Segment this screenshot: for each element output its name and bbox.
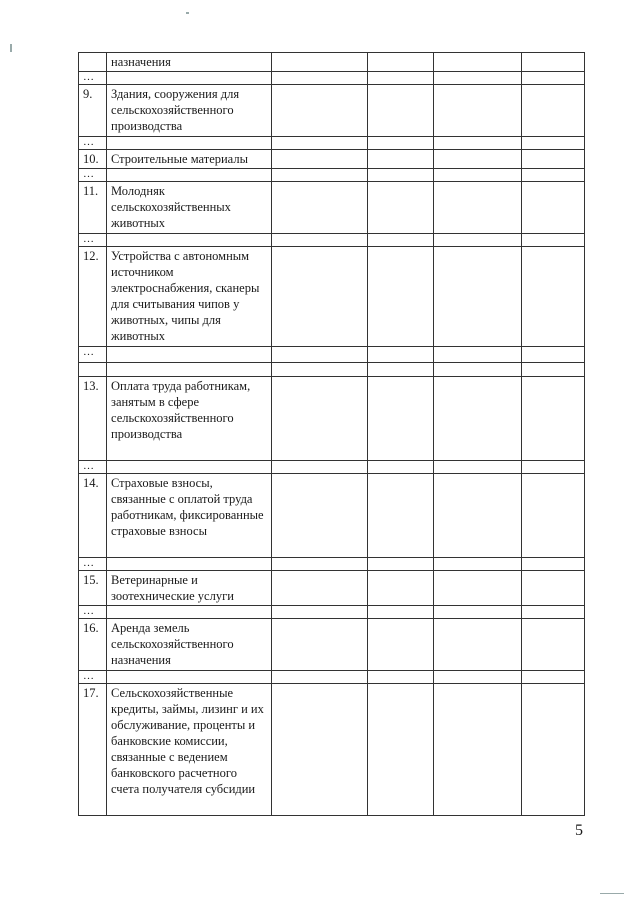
row-number-cell: … [79, 72, 107, 85]
scan-speck [186, 12, 189, 14]
empty-value-cell [272, 671, 368, 684]
empty-value-cell [368, 150, 434, 169]
row-number-cell [79, 363, 107, 377]
empty-value-cell [368, 619, 434, 671]
empty-value-cell [368, 247, 434, 347]
row-name-cell: Оплата труда работникам, занятым в сфере сельскохозяйственного производства [107, 377, 272, 461]
row-number-cell: 17. [79, 684, 107, 816]
empty-value-cell [368, 137, 434, 150]
row-name-cell: назначения [107, 53, 272, 72]
empty-value-cell [434, 606, 522, 619]
empty-value-cell [434, 182, 522, 234]
empty-value-cell [368, 606, 434, 619]
empty-value-cell [434, 247, 522, 347]
empty-value-cell [272, 137, 368, 150]
empty-value-cell [522, 72, 585, 85]
table-row [79, 474, 585, 558]
row-number-cell: 15. [79, 571, 107, 606]
empty-value-cell [434, 684, 522, 816]
table-row [79, 671, 585, 684]
empty-value-cell [434, 137, 522, 150]
empty-value-cell [434, 169, 522, 182]
empty-value-cell [434, 474, 522, 558]
empty-value-cell [272, 247, 368, 347]
empty-value-cell [272, 234, 368, 247]
empty-value-cell [522, 606, 585, 619]
empty-value-cell [368, 169, 434, 182]
empty-value-cell [434, 377, 522, 461]
scan-speck [600, 893, 624, 894]
row-name-cell [107, 671, 272, 684]
table-row [79, 85, 585, 137]
empty-value-cell [434, 234, 522, 247]
table-row [79, 571, 585, 606]
empty-value-cell [272, 571, 368, 606]
empty-value-cell [522, 671, 585, 684]
row-number-cell: 9. [79, 85, 107, 137]
empty-value-cell [272, 684, 368, 816]
row-number-cell: … [79, 671, 107, 684]
empty-value-cell [522, 53, 585, 72]
empty-value-cell [522, 684, 585, 816]
empty-value-cell [434, 72, 522, 85]
table-row [79, 53, 585, 72]
empty-value-cell [272, 72, 368, 85]
empty-value-cell [434, 571, 522, 606]
row-name-cell [107, 234, 272, 247]
row-name-cell: Устройства с автономным источником электроснабжения, сканеры для считывания чипов у животных, чипы для животных [107, 247, 272, 347]
empty-value-cell [434, 347, 522, 363]
row-name-cell: Ветеринарные и зоотехнические услуги [107, 571, 272, 606]
empty-value-cell [522, 347, 585, 363]
empty-value-cell [522, 182, 585, 234]
row-name-cell [107, 169, 272, 182]
row-number-cell: … [79, 558, 107, 571]
row-number-cell: 11. [79, 182, 107, 234]
empty-value-cell [522, 169, 585, 182]
row-name-cell: Страховые взносы, связанные с оплатой труда работникам, фиксированные страховые взносы [107, 474, 272, 558]
table-row [79, 619, 585, 671]
empty-value-cell [434, 53, 522, 72]
row-name-cell [107, 461, 272, 474]
row-name-cell [107, 72, 272, 85]
empty-value-cell [272, 347, 368, 363]
empty-value-cell [368, 347, 434, 363]
empty-value-cell [272, 363, 368, 377]
row-number-cell [79, 53, 107, 72]
row-name-cell [107, 606, 272, 619]
table-row [79, 182, 585, 234]
row-number-cell: 13. [79, 377, 107, 461]
table-row [79, 169, 585, 182]
empty-value-cell [368, 363, 434, 377]
empty-value-cell [368, 684, 434, 816]
empty-value-cell [272, 150, 368, 169]
row-number-cell: 12. [79, 247, 107, 347]
table-row [79, 558, 585, 571]
empty-value-cell [368, 377, 434, 461]
empty-value-cell [368, 671, 434, 684]
row-name-cell: Молодняк сельскохозяйственных животных [107, 182, 272, 234]
row-name-cell [107, 347, 272, 363]
empty-value-cell [368, 85, 434, 137]
empty-value-cell [522, 474, 585, 558]
empty-value-cell [272, 619, 368, 671]
empty-value-cell [368, 474, 434, 558]
empty-value-cell [434, 85, 522, 137]
empty-value-cell [434, 671, 522, 684]
empty-value-cell [522, 363, 585, 377]
empty-value-cell [522, 247, 585, 347]
table-row [79, 234, 585, 247]
empty-value-cell [272, 85, 368, 137]
empty-value-cell [434, 619, 522, 671]
empty-value-cell [522, 558, 585, 571]
empty-value-cell [272, 474, 368, 558]
empty-value-cell [522, 619, 585, 671]
empty-value-cell [368, 571, 434, 606]
row-number-cell: 10. [79, 150, 107, 169]
empty-value-cell [368, 182, 434, 234]
table-row [79, 684, 585, 816]
table-row [79, 377, 585, 461]
empty-value-cell [434, 150, 522, 169]
row-number-cell: … [79, 234, 107, 247]
row-name-cell: Аренда земель сельскохозяйственного назначения [107, 619, 272, 671]
page-number: 5 [575, 822, 583, 839]
empty-value-cell [272, 53, 368, 72]
empty-value-cell [522, 150, 585, 169]
empty-value-cell [434, 558, 522, 571]
empty-value-cell [368, 461, 434, 474]
empty-value-cell [272, 182, 368, 234]
empty-value-cell [522, 571, 585, 606]
table-row [79, 606, 585, 619]
row-number-cell: … [79, 137, 107, 150]
table-row [79, 137, 585, 150]
empty-value-cell [368, 234, 434, 247]
table-body [79, 53, 585, 816]
row-name-cell: Строительные материалы [107, 150, 272, 169]
row-name-cell: Здания, сооружения для сельскохозяйственного производства [107, 85, 272, 137]
empty-value-cell [368, 72, 434, 85]
table-row [79, 150, 585, 169]
row-number-cell: … [79, 169, 107, 182]
table-row [79, 461, 585, 474]
row-number-cell: … [79, 347, 107, 363]
empty-value-cell [368, 558, 434, 571]
empty-value-cell [522, 234, 585, 247]
empty-value-cell [272, 558, 368, 571]
empty-value-cell [522, 377, 585, 461]
row-name-cell [107, 363, 272, 377]
expense-table [78, 52, 585, 816]
row-number-cell: … [79, 606, 107, 619]
row-name-cell [107, 137, 272, 150]
table-row [79, 247, 585, 347]
empty-value-cell [434, 363, 522, 377]
empty-value-cell [522, 85, 585, 137]
table-row [79, 72, 585, 85]
empty-value-cell [434, 461, 522, 474]
empty-value-cell [522, 461, 585, 474]
empty-value-cell [272, 169, 368, 182]
table-row [79, 347, 585, 363]
row-name-cell: Сельскохозяйственные кредиты, займы, лизинг и их обслуживание, проценты и банковские комиссии, связанные с ведением банковского расчетного счета получателя субсидии [107, 684, 272, 816]
row-number-cell: 14. [79, 474, 107, 558]
row-number-cell: 16. [79, 619, 107, 671]
empty-value-cell [272, 606, 368, 619]
empty-value-cell [368, 53, 434, 72]
empty-value-cell [522, 137, 585, 150]
empty-value-cell [272, 377, 368, 461]
row-name-cell [107, 558, 272, 571]
row-number-cell: … [79, 461, 107, 474]
scan-speck [10, 44, 12, 52]
empty-value-cell [272, 461, 368, 474]
table-row [79, 363, 585, 377]
